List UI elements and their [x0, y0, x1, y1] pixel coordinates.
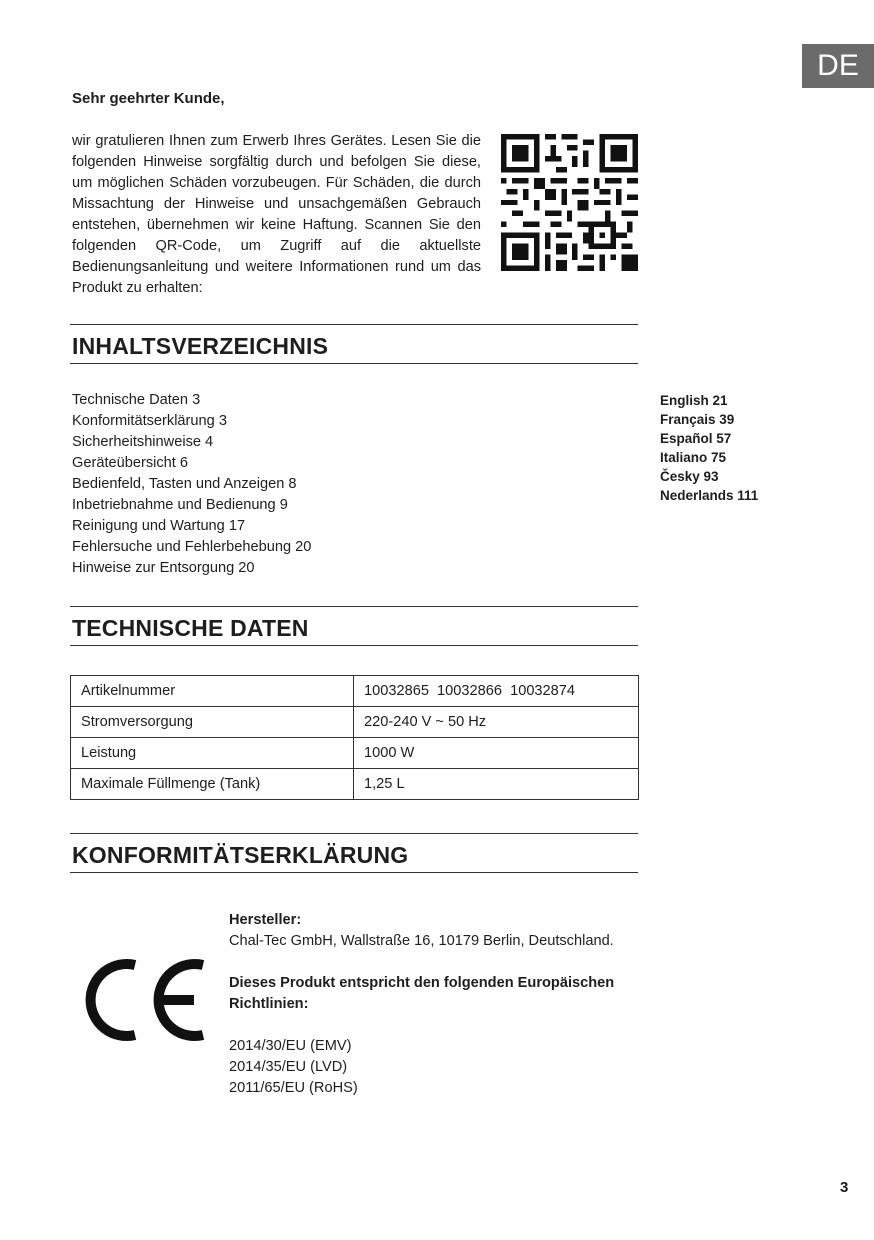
ce-mark-icon: [82, 955, 210, 1045]
divider: [70, 872, 638, 873]
divider: [70, 324, 638, 325]
divider: [70, 363, 638, 364]
language-tab: DE: [802, 44, 874, 88]
spec-label: Leistung: [71, 738, 354, 769]
toc-list: [72, 390, 311, 579]
language-link[interactable]: Italiano 75: [660, 450, 727, 465]
divider: [70, 833, 638, 834]
qr-code-icon[interactable]: [501, 134, 638, 271]
language-index: [660, 391, 758, 505]
toc-item[interactable]: Fehlersuche und Fehlerbehebung 20: [72, 539, 312, 555]
spec-value: 220-240 V ~ 50 Hz: [354, 707, 639, 738]
toc-heading: INHALTSVERZEICHNIS: [72, 333, 329, 359]
spec-label: Stromversorgung: [71, 707, 354, 738]
language-link[interactable]: Français 39: [660, 412, 735, 427]
toc-item[interactable]: Geräteübersicht 6: [72, 455, 189, 471]
toc-item[interactable]: Konformitätserklärung 3: [72, 413, 227, 429]
language-link[interactable]: Nederlands 111: [660, 488, 759, 503]
toc-item[interactable]: Inbetriebnahme und Bedienung 9: [72, 497, 288, 513]
spec-value: 1000 W: [354, 738, 639, 769]
tech-heading: TECHNISCHE DATEN: [72, 615, 309, 641]
toc-item[interactable]: Technische Daten 3: [72, 392, 201, 408]
toc-item[interactable]: Reinigung und Wartung 17: [72, 518, 246, 534]
toc-item[interactable]: Sicherheitshinweise 4: [72, 434, 214, 450]
directive: 2014/35/EU (LVD): [229, 1059, 348, 1075]
divider: [70, 606, 638, 607]
page-number: 3: [840, 1179, 849, 1196]
manufacturer-label: Hersteller:: [229, 912, 302, 928]
intro-text: wir gratulieren Ihnen zum Erwerb Ihres Gerätes. Lesen Sie die folgenden Hinweise sorgfältig durch und befolgen Sie diese, um möglichen Schäden vorzubeugen. Für Schäden, die durch Missachtung der Hinweise und unsachgemäßen Gebrauch entstehen, übernehmen wir keine Haftung. Scannen Sie den folgenden QR-Code, um Zugriff auf die aktuellste Bedienungsanleitung und weitere Informationen rund um das Produkt zu erhalten:: [72, 133, 481, 296]
table-row: [71, 769, 639, 800]
spec-value: 1,25 L: [354, 769, 639, 800]
language-link[interactable]: Česky 93: [660, 469, 719, 484]
manufacturer-address: Chal-Tec GmbH, Wallstraße 16, 10179 Berlin, Deutschland.: [229, 933, 614, 949]
directive: 2011/65/EU (RoHS): [229, 1080, 358, 1096]
conformity-heading: KONFORMITÄTSERKLÄRUNG: [72, 842, 409, 868]
spec-value: 10032865 10032866 10032874: [354, 676, 639, 707]
toc-item[interactable]: Bedienfeld, Tasten und Anzeigen 8: [72, 476, 297, 492]
spec-label: Maximale Füllmenge (Tank): [71, 769, 354, 800]
table-row: [71, 707, 639, 738]
conformity-statement: Richtlinien:: [229, 996, 309, 1012]
conformity-statement: Dieses Produkt entspricht den folgenden Europäischen: [229, 975, 615, 991]
toc-item[interactable]: Hinweise zur Entsorgung 20: [72, 560, 255, 576]
tech-data-table: [70, 675, 639, 800]
language-link[interactable]: Español 57: [660, 431, 732, 446]
language-link[interactable]: English 21: [660, 393, 728, 408]
directive: 2014/30/EU (EMV): [229, 1038, 352, 1054]
table-row: [71, 738, 639, 769]
divider: [70, 645, 638, 646]
table-row: [71, 676, 639, 707]
spec-label: Artikelnummer: [71, 676, 354, 707]
greeting: Sehr geehrter Kunde,: [72, 90, 225, 107]
